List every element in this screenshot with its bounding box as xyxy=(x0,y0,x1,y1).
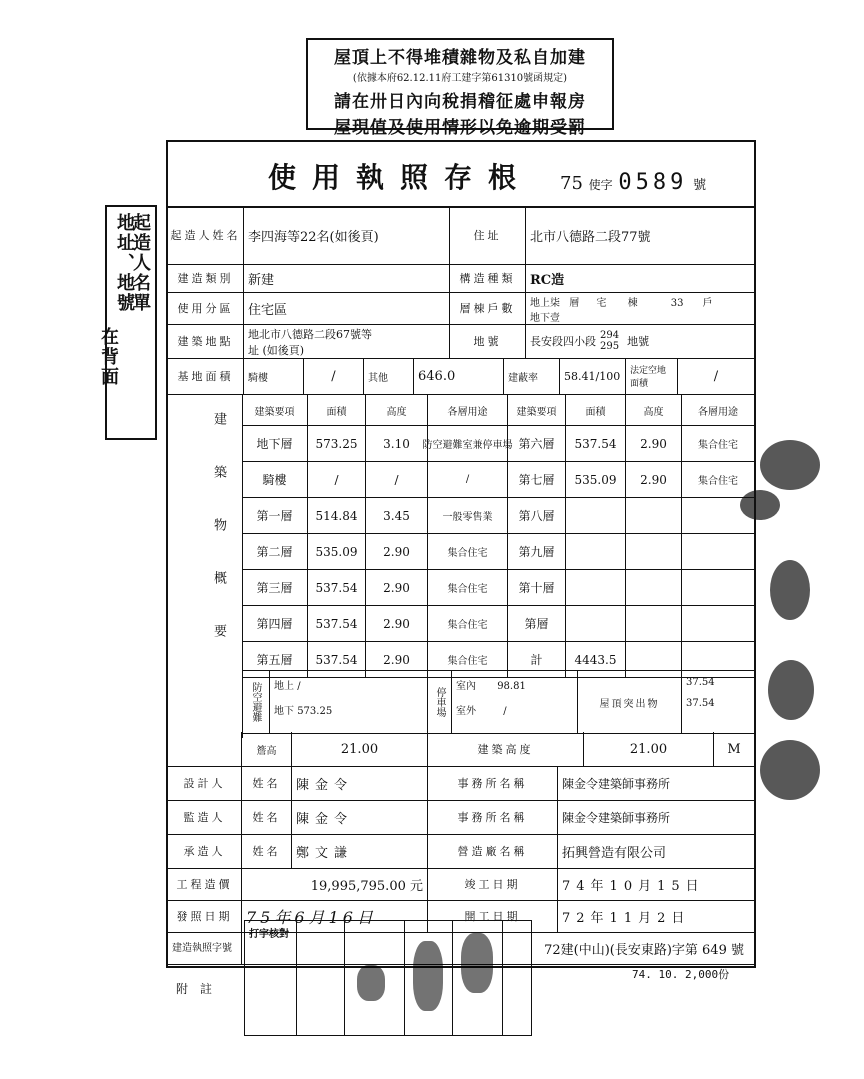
address-label: 住址 xyxy=(450,206,526,264)
permit-word: 使字 xyxy=(588,178,613,192)
site-row xyxy=(168,324,754,359)
floors-table-cell: 514.84 xyxy=(308,498,366,533)
floors-table-cell xyxy=(626,498,682,533)
seal-cell-5 xyxy=(503,921,531,1035)
head-area-1: 面積 xyxy=(308,395,366,425)
floors-unit: 層 xyxy=(569,298,580,309)
title-row xyxy=(168,142,754,208)
approval-seal-box xyxy=(244,920,532,1036)
print-run-note: 74. 10. 2,000份 xyxy=(632,968,730,981)
seal-mark-1 xyxy=(357,965,385,1001)
floors-table-cell: 537.54 xyxy=(308,570,366,605)
floors-table-cell: 2.90 xyxy=(366,570,428,605)
owner-label: 起造人姓名 xyxy=(168,206,244,264)
roof-label: 屋頂突出物 xyxy=(578,671,682,733)
parking-values xyxy=(452,671,578,733)
floors-table-cell: 第一層 xyxy=(242,498,308,533)
floors-table-cell: 第四層 xyxy=(242,606,308,641)
units-count: 33 xyxy=(670,298,684,309)
floors-table-cell: 2.90 xyxy=(626,426,682,461)
lot-number-1: 294 xyxy=(600,330,620,341)
other-label: 其他 xyxy=(364,358,414,394)
cost-row xyxy=(168,868,754,901)
supervisor-name: 陳金令 xyxy=(292,800,428,834)
floors-table-cell xyxy=(566,606,626,641)
permit-prefix: 75 xyxy=(560,173,583,194)
shelter-below-value: 573.25 xyxy=(297,706,333,717)
area-row xyxy=(168,358,754,395)
regulation-stamp xyxy=(306,38,614,138)
cost-value: 19,995,795.00 元 xyxy=(242,868,428,900)
units-suffix: 戶 xyxy=(702,298,713,309)
right-margin-stamp xyxy=(760,160,860,880)
stamp-line-4: 屋現值及使用情形以免逾期受罰 xyxy=(334,118,586,138)
floors-value xyxy=(526,292,754,324)
floors-table-cell: 第七層 xyxy=(508,462,566,497)
supervisor-label: 監造人 xyxy=(168,800,242,834)
floors-unit-3: 棟 xyxy=(627,298,638,309)
floors-table-row xyxy=(242,570,754,606)
floors-table-cell: 集合住宅 xyxy=(428,642,508,677)
permit-number: 0589 xyxy=(618,170,688,195)
floors-table-cell: 地下層 xyxy=(242,426,308,461)
issue-date: 75年6月16日 xyxy=(242,900,428,932)
floors-table-cell: 集合住宅 xyxy=(698,476,738,487)
floors-table-row xyxy=(242,606,754,642)
issue-label: 發照日期 xyxy=(168,900,242,932)
lot-value xyxy=(526,324,754,358)
side-note-col-3: 在背面 xyxy=(98,327,119,387)
coverage-value: 58.41/100 xyxy=(560,358,626,394)
build-type-row xyxy=(168,264,754,293)
designer-name-label: 姓名 xyxy=(242,766,292,800)
floors-table-cell: 集合住宅 xyxy=(428,534,508,569)
floors-table-cell: 573.25 xyxy=(308,426,366,461)
permit-number-block xyxy=(560,170,706,195)
owner-value: 李四海等22名(如後頁) xyxy=(244,206,450,264)
floors-table-cell: 4443.5 xyxy=(566,642,626,677)
floors-table-cell xyxy=(566,570,626,605)
ink-blot-5 xyxy=(760,740,820,800)
roof-value-1: 37.54 xyxy=(686,677,715,688)
site-label: 建築地點 xyxy=(168,324,244,358)
floors-table-cell: 2.90 xyxy=(626,462,682,497)
contractor-name-label: 姓名 xyxy=(242,834,292,868)
seal-cell-4 xyxy=(453,921,503,1035)
head-height-1: 高度 xyxy=(366,395,428,425)
owner-row xyxy=(168,206,754,265)
remark-label: 附註 xyxy=(176,982,225,996)
building-height-label: 建築高度 xyxy=(428,732,584,766)
floors-table-cell: 3.10 xyxy=(366,426,428,461)
designer-row xyxy=(168,766,754,801)
floors-table-row xyxy=(242,462,754,498)
floors-table-cell: 2.90 xyxy=(366,534,428,569)
supervisor-name-label: 姓名 xyxy=(242,800,292,834)
building-permit-label: 建造執照字號 xyxy=(168,932,242,964)
designer-office-label: 事務所名稱 xyxy=(428,766,558,800)
floors-table-cell: 第五層 xyxy=(242,642,308,677)
typist-cell xyxy=(245,921,297,1035)
floors-table-cell xyxy=(566,498,626,533)
roof-value-2: 37.54 xyxy=(686,698,715,709)
floors-table-cell: 2.90 xyxy=(366,606,428,641)
lot-suffix: 地號 xyxy=(627,335,650,348)
floors-table-cell xyxy=(566,534,626,569)
designer-name: 陳金令 xyxy=(292,766,428,800)
contractor-row xyxy=(168,834,754,869)
side-note-box xyxy=(98,205,157,440)
height-row-left xyxy=(168,732,242,766)
open-space-value: / xyxy=(713,368,719,384)
site-value-line-1: 地北市八德路二段67號等 xyxy=(248,328,372,341)
ink-blot-1 xyxy=(760,440,820,490)
seal-cell-3 xyxy=(405,921,453,1035)
building-summary-label: 建築物概要 xyxy=(211,412,226,677)
side-note-col-1: 起造人名單 xyxy=(130,213,151,313)
zoning-label: 使用分區 xyxy=(168,292,244,324)
parking-outdoor-value: / xyxy=(503,706,507,717)
floors-table-cell xyxy=(682,534,754,569)
eave-height-value: 21.00 xyxy=(292,732,428,766)
floors-table-cell: 集合住宅 xyxy=(698,440,738,451)
contractor-firm-label: 營造廠名稱 xyxy=(428,834,558,868)
open-space-label: 法定空地面積 xyxy=(626,358,678,394)
floors-table-cell: 騎樓 xyxy=(242,462,308,497)
floors-table-cell: 集合住宅 xyxy=(428,606,508,641)
shelter-below-label: 地下 xyxy=(274,706,294,717)
floors-table-cell xyxy=(682,570,754,605)
parking-indoor-label: 室內 xyxy=(456,681,476,692)
area-label: 基地面積 xyxy=(168,358,244,394)
floors-table-cell: / xyxy=(428,462,508,497)
structure-value: RC造 xyxy=(530,272,565,288)
supervisor-office-label: 事務所名稱 xyxy=(428,800,558,834)
shelter-label: 防空避難 xyxy=(242,671,270,733)
start-date: 72年11月2日 xyxy=(562,910,691,926)
stamp-line-2: (依據本府62.12.11府工建字第61310號函規定) xyxy=(352,73,568,84)
site-value xyxy=(244,324,450,358)
building-height-unit: M xyxy=(727,741,741,757)
floors-table-cell xyxy=(626,534,682,569)
ink-blot-3 xyxy=(770,560,810,620)
contractor-label: 承造人 xyxy=(168,834,242,868)
head-item-2: 建築要項 xyxy=(508,395,566,425)
designer-office: 陳金令建築師事務所 xyxy=(562,776,671,791)
floors-table-cell: 集合住宅 xyxy=(428,570,508,605)
shelter-row xyxy=(242,670,754,734)
floors-table-cell: 防空避難室兼停車場 xyxy=(428,426,508,461)
build-type-label: 建造類別 xyxy=(168,264,244,292)
floors-table-cell xyxy=(626,570,682,605)
head-item-1: 建築要項 xyxy=(242,395,308,425)
head-use-2: 各層用途 xyxy=(698,406,738,418)
floors-table-cell: 537.54 xyxy=(308,606,366,641)
lot-section: 長安段四小段 xyxy=(530,335,596,348)
floors-table-cell: 3.45 xyxy=(366,498,428,533)
completion-label: 竣工日期 xyxy=(428,868,558,900)
floors-table-cell: 第十層 xyxy=(508,570,566,605)
build-type-value: 新建 xyxy=(244,264,450,292)
supervisor-row xyxy=(168,800,754,835)
start-label: 開工日期 xyxy=(428,900,558,932)
seal-cell-1 xyxy=(297,921,345,1035)
floors-below: 地下壹 xyxy=(530,313,560,324)
shelter-values xyxy=(270,671,428,733)
parking-label: 停車場 xyxy=(428,671,452,733)
permit-suffix: 號 xyxy=(693,178,707,193)
floors-table-cell: 第三層 xyxy=(242,570,308,605)
stamp-line-1: 屋頂上不得堆積雜物及私自加建 xyxy=(334,48,586,68)
floors-table-cell: 第層 xyxy=(508,606,566,641)
floors-table-cell: / xyxy=(308,462,366,497)
floors-table-cell xyxy=(682,606,754,641)
cost-label: 工程造價 xyxy=(168,868,242,900)
supervisor-office: 陳金令建築師事務所 xyxy=(562,810,671,825)
shelter-above-label: 地上 xyxy=(274,681,294,692)
head-use-1: 各層用途 xyxy=(428,395,508,425)
floors-table-cell: 第六層 xyxy=(508,426,566,461)
shelter-above-value: / xyxy=(297,681,301,692)
floors-table-cell: 2.90 xyxy=(366,642,428,677)
contractor-name: 鄭文謙 xyxy=(292,834,428,868)
address-value: 北市八德路二段77號 xyxy=(530,229,651,245)
parking-indoor-value: 98.81 xyxy=(497,681,526,692)
completion-date: 74年10月15日 xyxy=(562,878,705,894)
floors-table-cell: / xyxy=(366,462,428,497)
floors-table-row xyxy=(242,534,754,570)
seal-mark-3 xyxy=(461,933,493,993)
building-permit-value: 72建(中山)(長安東路)字第 649 號 xyxy=(544,942,744,958)
parking-outdoor-label: 室外 xyxy=(456,706,476,717)
stamp-line-3: 請在卅日內向稅捐稽征處申報房 xyxy=(334,92,586,112)
zoning-row xyxy=(168,292,754,325)
floors-table-cell: 第八層 xyxy=(508,498,566,533)
head-area-2: 面積 xyxy=(566,395,626,425)
head-height-2: 高度 xyxy=(626,395,682,425)
typist-label: 打字核對 xyxy=(249,929,289,940)
floors-label: 層棟戶數 xyxy=(450,292,526,324)
eave-height-label: 簷高 xyxy=(242,732,292,766)
floors-table-cell: 537.54 xyxy=(308,642,366,677)
designer-label: 設計人 xyxy=(168,766,242,800)
lot-label: 地號 xyxy=(450,324,526,358)
ink-blot-2 xyxy=(740,490,780,520)
floors-table-body xyxy=(242,426,754,678)
contractor-firm: 拓興營造有限公司 xyxy=(562,845,667,861)
floors-table-cell: 537.54 xyxy=(566,426,626,461)
arcade-label: 騎樓 xyxy=(244,358,304,394)
floors-table xyxy=(242,394,754,678)
form-title: 使用執照存根 xyxy=(268,161,533,194)
other-value: 646.0 xyxy=(414,358,504,394)
lot-number-2: 295 xyxy=(600,341,620,352)
lot-numbers xyxy=(600,330,619,352)
structure-label: 構造種類 xyxy=(450,264,526,292)
height-row xyxy=(168,732,754,767)
arcade-value: / xyxy=(304,358,364,394)
ink-blot-4 xyxy=(768,660,814,720)
floors-above: 地上柒 xyxy=(530,298,560,309)
coverage-label: 建蔽率 xyxy=(504,358,560,394)
floors-table-row xyxy=(242,426,754,462)
seal-mark-2 xyxy=(413,941,443,1011)
floors-table-row xyxy=(242,498,754,534)
seal-cell-2 xyxy=(345,921,405,1035)
floors-unit-2: 宅 xyxy=(596,298,607,309)
floors-table-cell: 535.09 xyxy=(566,462,626,497)
floors-table-cell: 第九層 xyxy=(508,534,566,569)
floors-table-header xyxy=(242,395,754,426)
floors-table-cell: 535.09 xyxy=(308,534,366,569)
building-height-value: 21.00 xyxy=(584,732,714,766)
side-note-col-2: 地址、地號 xyxy=(114,213,135,313)
roof-values xyxy=(682,671,754,733)
floors-table-cell xyxy=(626,606,682,641)
floors-table-cell: 一般零售業 xyxy=(428,498,508,533)
floors-table-cell: 第二層 xyxy=(242,534,308,569)
floors-table-cell: 計 xyxy=(508,642,566,677)
site-value-line-2: 址 (如後頁) xyxy=(248,344,305,357)
zoning-value: 住宅區 xyxy=(244,292,450,324)
